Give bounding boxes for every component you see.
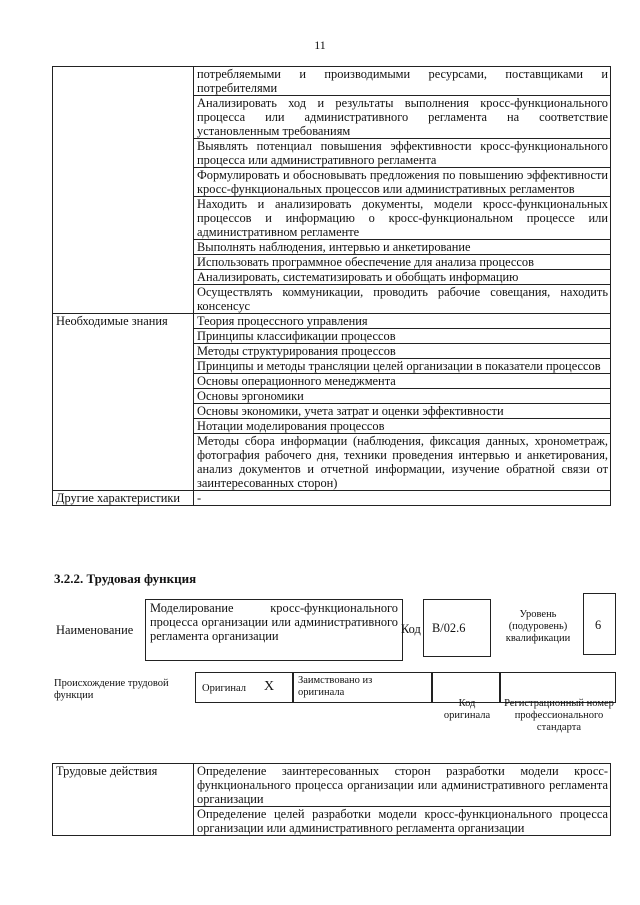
other-row: [53, 491, 611, 506]
level-box: [583, 593, 616, 655]
knowledge-row-text: Основы операционного менеджмента: [194, 374, 611, 389]
section-heading: 3.2.2. Трудовая функция: [54, 571, 197, 586]
actions-table: [52, 763, 611, 836]
skill-row-text: Находить и анализировать документы, модели кросс-функциональных процессов и информацию о кросс-функциональном процессе или административном регламенте: [194, 197, 611, 240]
knowledge-row: [53, 314, 611, 329]
knowledge-row-text: Принципы и методы трансляции целей организации в показатели процессов: [194, 359, 611, 374]
code-value: B/02.6: [432, 621, 466, 635]
skill-row-text: Осуществлять коммуникации, проводить рабочие совещания, находить консенсус: [194, 285, 611, 314]
knowledge-row-text: Методы структурирования процессов: [194, 344, 611, 359]
knowledge-row-text: Основы эргономики: [194, 389, 611, 404]
original-label: Оригинал: [202, 683, 246, 694]
knowledge-row-text: Принципы классификации процессов: [194, 329, 611, 344]
skill-row-text: потребляемыми и производимыми ресурсами, поставщиками и потребителями: [194, 67, 611, 96]
skill-row-text: Анализировать ход и результаты выполнения кросс-функционального процесса или административного регламента на соответствие установленным требованиям: [194, 96, 611, 139]
skill-row-text: Выявлять потенциал повышения эффективности кросс-функционального процесса или административного регламента: [194, 139, 611, 168]
original-mark: X: [264, 679, 275, 694]
knowledge-row-text: Нотации моделирования процессов: [194, 419, 611, 434]
action-row: [53, 764, 611, 807]
skill-row-text: Анализировать, систематизировать и обобщать информацию: [194, 270, 611, 285]
skill-row-text: Использовать программное обеспечение для анализа процессов: [194, 255, 611, 270]
knowledge-row-label: Необходимые знания: [53, 314, 194, 491]
skill-row-label: [53, 67, 194, 314]
knowledge-row-text: Теория процессного управления: [194, 314, 611, 329]
borrowed-cell: [292, 672, 433, 703]
code-label: Код: [401, 622, 421, 636]
skills-knowledge-table: [52, 66, 611, 506]
other-row-text: -: [194, 491, 611, 506]
skill-row-text: Формулировать и обосновывать предложения по повышению эффективности кросс-функциональных процессов или административных регламентов: [194, 168, 611, 197]
knowledge-row-text: Методы сбора информации (наблюдения, фиксация данных, хронометраж, фотография рабочего дня, техники проведения интервью и анкетирования, анализ документов и отчетной информации, изучение обратной связи от заинтересованных сторон): [194, 434, 611, 491]
reg-number-label: Регистрационный номер профессионального стандарта: [504, 698, 614, 733]
knowledge-row-text: Основы экономики, учета затрат и оценки эффективности: [194, 404, 611, 419]
name-label: Наименование: [56, 623, 134, 637]
original-cell: [195, 672, 294, 703]
origin-label: Происхождение трудовой функции: [54, 678, 169, 701]
action-row-text: Определение заинтересованных сторон разработки модели кросс-функционального процесса организации или административного регламента организации: [194, 764, 611, 807]
skill-row: [53, 67, 611, 96]
level-value: 6: [595, 618, 602, 632]
code-original-label: Код оригинала: [443, 698, 491, 721]
action-row-text: Определение целей разработки модели кросс-функционального процесса организации или административного регламента организации: [194, 807, 611, 836]
borrowed-label: Заимствовано из оригинала: [298, 675, 373, 698]
other-row-label: Другие характеристики: [53, 491, 194, 506]
skill-row-text: Выполнять наблюдения, интервью и анкетирование: [194, 240, 611, 255]
code-box: [423, 599, 491, 657]
page-number: 11: [314, 38, 326, 52]
level-label: Уровень (подуровень) квалификации: [505, 609, 571, 644]
function-name-box: Моделирование кросс-функционального процесса организации или административного регламента организации: [145, 599, 403, 661]
action-row-label: Трудовые действия: [53, 764, 194, 836]
